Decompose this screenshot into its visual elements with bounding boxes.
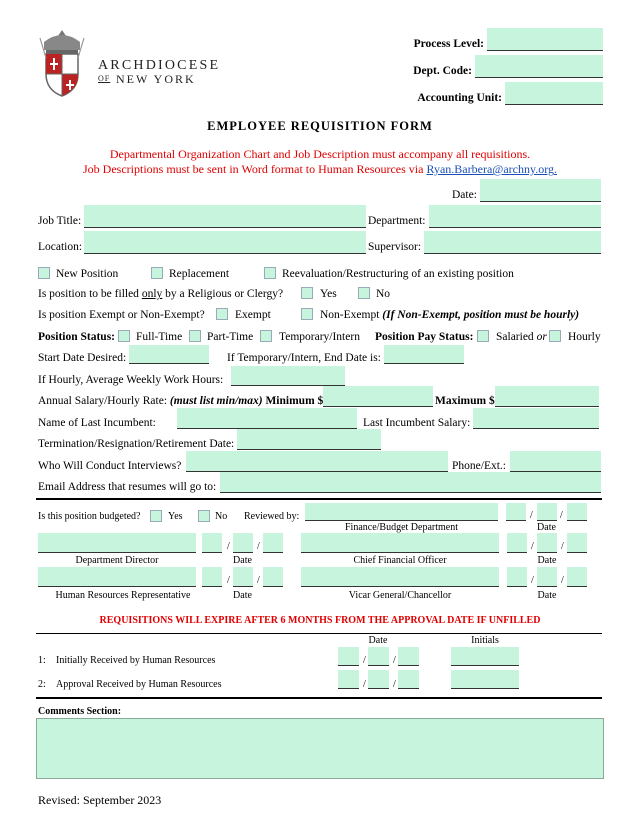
director-date-caption: Date xyxy=(233,555,252,566)
cfo-date-day[interactable] xyxy=(537,533,557,553)
salaried-label xyxy=(496,331,547,343)
dept-code-field[interactable] xyxy=(475,55,603,78)
exempt-label: Exempt xyxy=(235,309,271,321)
location-label: Location: xyxy=(38,241,83,253)
start-date-field[interactable] xyxy=(129,345,209,364)
job-title-label: Job Title: xyxy=(38,215,82,227)
date-field[interactable] xyxy=(480,179,601,202)
vicar-signature-field[interactable] xyxy=(301,567,499,587)
temporary-checkbox[interactable] xyxy=(260,330,272,342)
budgeted-yes-checkbox[interactable] xyxy=(150,510,162,522)
religious-question xyxy=(38,288,283,300)
start-date-label: Start Date Desired: xyxy=(38,352,127,364)
cfo-date-year[interactable] xyxy=(567,533,587,553)
accounting-unit-label: Accounting Unit: xyxy=(417,92,502,104)
finance-date-year[interactable] xyxy=(567,503,587,521)
termination-date-field[interactable] xyxy=(237,429,381,450)
director-caption: Department Director xyxy=(75,555,159,566)
hr-row2-initials[interactable] xyxy=(451,670,519,689)
phone-label: Phone/Ext.: xyxy=(452,460,506,472)
cfo-date-slash-2: / xyxy=(561,541,564,552)
hr-rep-date-slash-1: / xyxy=(227,575,230,586)
maximum-label: Maximum $ xyxy=(435,395,495,407)
page-title: EMPLOYEE REQUISITION FORM xyxy=(207,119,433,133)
reevaluation-label: Reevaluation/Restructuring of an existing position xyxy=(282,268,514,280)
new-position-checkbox[interactable] xyxy=(38,267,50,279)
phone-field[interactable] xyxy=(510,451,601,472)
location-field[interactable] xyxy=(84,231,366,254)
director-date-year[interactable] xyxy=(263,533,283,553)
exempt-question: Is position Exempt or Non-Exempt? xyxy=(38,309,205,321)
maximum-field[interactable] xyxy=(495,386,599,407)
end-date-field[interactable] xyxy=(384,345,464,364)
hr-table-divider xyxy=(36,633,602,634)
hr-row1-slash-1: / xyxy=(363,655,366,666)
director-date-slash-1: / xyxy=(227,541,230,552)
non-exempt-text: Non-Exempt xyxy=(320,309,383,321)
department-label: Department: xyxy=(368,215,426,227)
finance-caption: Finance/Budget Department xyxy=(344,522,459,533)
hr-row2-date-day[interactable] xyxy=(368,670,389,689)
non-exempt-label xyxy=(320,309,579,321)
hr-row2-date-month[interactable] xyxy=(338,670,359,689)
hr-row1-date-day[interactable] xyxy=(368,647,389,666)
hr-row1-date-month[interactable] xyxy=(338,647,359,666)
hr-initials-header: Initials xyxy=(471,635,499,646)
salaried-text: Salaried xyxy=(496,331,534,343)
comments-textarea[interactable] xyxy=(36,718,604,779)
hr-row1-date-year[interactable] xyxy=(398,647,419,666)
hr-row1-number: 1: xyxy=(38,655,46,666)
cfo-date-slash-1: / xyxy=(531,541,534,552)
vicar-date-caption: Date xyxy=(537,590,557,601)
interviewers-label: Who Will Conduct Interviews? xyxy=(38,460,182,472)
religious-yes-label: Yes xyxy=(320,288,337,300)
logo-line1: ARCHDIOCESE xyxy=(98,58,221,73)
exempt-checkbox[interactable] xyxy=(216,308,228,320)
dept-code-label: Dept. Code: xyxy=(413,65,472,77)
salary-note: (must list min/max) xyxy=(169,395,263,407)
budgeted-question: Is this position budgeted? xyxy=(38,511,141,522)
non-exempt-checkbox[interactable] xyxy=(301,308,313,320)
job-title-field[interactable] xyxy=(84,205,366,228)
religious-question-post: by a Religious or Clergy? xyxy=(162,288,284,300)
non-exempt-note: (If Non-Exempt, position must be hourly) xyxy=(382,309,580,321)
notice-line2 xyxy=(0,162,640,177)
last-incumbent-label: Name of Last Incumbent: xyxy=(38,417,156,429)
reviewed-by-label: Reviewed by: xyxy=(244,511,300,522)
budgeted-no-label: No xyxy=(215,511,228,522)
salary-text: Annual Salary/Hourly Rate: xyxy=(38,395,170,407)
hr-email-link[interactable]: Ryan.Barbera@archny.org xyxy=(426,162,554,176)
vicar-date-day[interactable] xyxy=(537,567,557,587)
end-date-label: If Temporary/Intern, End Date is: xyxy=(227,352,381,364)
hourly-checkbox[interactable] xyxy=(549,330,561,342)
budgeted-no-checkbox[interactable] xyxy=(198,510,210,522)
hr-rep-signature-field[interactable] xyxy=(38,567,196,587)
cfo-signature-field[interactable] xyxy=(301,533,499,553)
interviewers-field[interactable] xyxy=(186,451,448,472)
director-date-month[interactable] xyxy=(202,533,222,553)
comments-label: Comments Section: xyxy=(38,706,122,717)
finance-date-day[interactable] xyxy=(537,503,557,521)
hr-row2-label: Approval Received by Human Resources xyxy=(56,679,222,690)
hr-rep-caption: Human Resources Representative xyxy=(55,590,191,601)
termination-date-label: Termination/Resignation/Retirement Date: xyxy=(38,438,235,450)
hr-rep-date-year[interactable] xyxy=(263,567,283,587)
part-time-label: Part-Time xyxy=(207,331,254,343)
cfo-date-month[interactable] xyxy=(507,533,527,553)
full-time-checkbox[interactable] xyxy=(118,330,130,342)
weekly-hours-field[interactable] xyxy=(231,366,345,386)
religious-yes-checkbox[interactable] xyxy=(301,287,313,299)
religious-question-only: only xyxy=(141,288,163,300)
hr-row1-initials[interactable] xyxy=(451,647,519,666)
vicar-date-year[interactable] xyxy=(567,567,587,587)
department-field[interactable] xyxy=(429,205,601,228)
finance-date-slash-2: / xyxy=(560,510,563,521)
vicar-date-month[interactable] xyxy=(507,567,527,587)
hr-row2-date-year[interactable] xyxy=(398,670,419,689)
religious-no-label: No xyxy=(376,288,391,300)
process-level-label: Process Level: xyxy=(413,38,484,50)
temporary-label: Temporary/Intern xyxy=(279,331,360,343)
budgeted-yes-label: Yes xyxy=(168,511,183,522)
vicar-caption: Vicar General/Chancellor xyxy=(348,590,452,601)
director-signature-field[interactable] xyxy=(38,533,196,553)
hr-email-period: . xyxy=(553,162,557,176)
minimum-text: Minimum $ xyxy=(265,395,324,407)
hr-row1-slash-2: / xyxy=(393,655,396,666)
logo-of: OF xyxy=(98,74,111,83)
weekly-hours-label: If Hourly, Average Weekly Work Hours: xyxy=(38,374,224,386)
last-incumbent-field[interactable] xyxy=(177,408,357,429)
religious-no-checkbox[interactable] xyxy=(358,287,370,299)
vicar-date-slash-2: / xyxy=(561,575,564,586)
section-divider xyxy=(36,498,602,500)
finance-date-caption: Date xyxy=(537,522,556,533)
replacement-checkbox[interactable] xyxy=(151,267,163,279)
last-salary-label: Last Incumbent Salary: xyxy=(363,417,471,429)
hr-row2-number: 2: xyxy=(38,679,46,690)
part-time-checkbox[interactable] xyxy=(189,330,201,342)
coat-of-arms-icon xyxy=(36,28,88,100)
full-time-label: Full-Time xyxy=(136,331,183,343)
hr-rep-date-month[interactable] xyxy=(202,567,222,587)
resume-email-field[interactable] xyxy=(220,472,601,493)
hr-rep-date-day[interactable] xyxy=(233,567,253,587)
hr-date-header: Date xyxy=(368,635,388,646)
resume-email-label: Email Address that resumes will go to: xyxy=(38,481,217,493)
supervisor-label: Supervisor: xyxy=(368,241,422,253)
expire-notice: REQUISITIONS WILL EXPIRE AFTER 6 MONTHS FROM THE APPROVAL DATE IF UNFILLED xyxy=(99,615,541,626)
replacement-label: Replacement xyxy=(169,268,230,280)
or-text: or xyxy=(536,331,547,343)
logo-line2: NEW YORK xyxy=(116,72,196,86)
finance-date-slash-1: / xyxy=(530,510,533,521)
salaried-checkbox[interactable] xyxy=(477,330,489,342)
supervisor-field[interactable] xyxy=(424,231,601,254)
date-label: Date: xyxy=(452,189,477,201)
cfo-date-caption: Date xyxy=(537,555,557,566)
cfo-caption: Chief Financial Officer xyxy=(353,555,447,566)
last-salary-field[interactable] xyxy=(473,408,599,429)
pay-status-label: Position Pay Status: xyxy=(375,331,474,343)
hourly-label: Hourly xyxy=(568,331,601,343)
hr-row1-label: Initially Received by Human Resources xyxy=(56,655,216,666)
position-status-label: Position Status: xyxy=(38,331,115,343)
hr-row2-slash-2: / xyxy=(393,679,396,690)
director-date-day[interactable] xyxy=(233,533,253,553)
revised-date: Revised: September 2023 xyxy=(38,793,162,807)
religious-question-pre: Is position to be filled xyxy=(38,288,142,300)
comments-divider xyxy=(36,697,602,699)
vicar-date-slash-1: / xyxy=(531,575,534,586)
archdiocese-logo xyxy=(36,28,236,100)
minimum-field[interactable] xyxy=(323,386,433,407)
hr-row2-slash-1: / xyxy=(363,679,366,690)
notice-line2-text: Job Descriptions must be sent in Word format to Human Resources via xyxy=(83,162,424,176)
notice-line1: Departmental Organization Chart and Job Description must accompany all requisitions. xyxy=(109,147,531,161)
finance-signature-field[interactable] xyxy=(305,503,498,521)
hr-rep-date-slash-2: / xyxy=(257,575,260,586)
accounting-unit-field[interactable] xyxy=(505,82,603,105)
director-date-slash-2: / xyxy=(257,541,260,552)
new-position-label: New Position xyxy=(56,268,119,280)
salary-label xyxy=(38,395,323,407)
reevaluation-checkbox[interactable] xyxy=(264,267,276,279)
finance-date-month[interactable] xyxy=(506,503,526,521)
hr-rep-date-caption: Date xyxy=(233,590,252,601)
process-level-field[interactable] xyxy=(487,28,603,51)
